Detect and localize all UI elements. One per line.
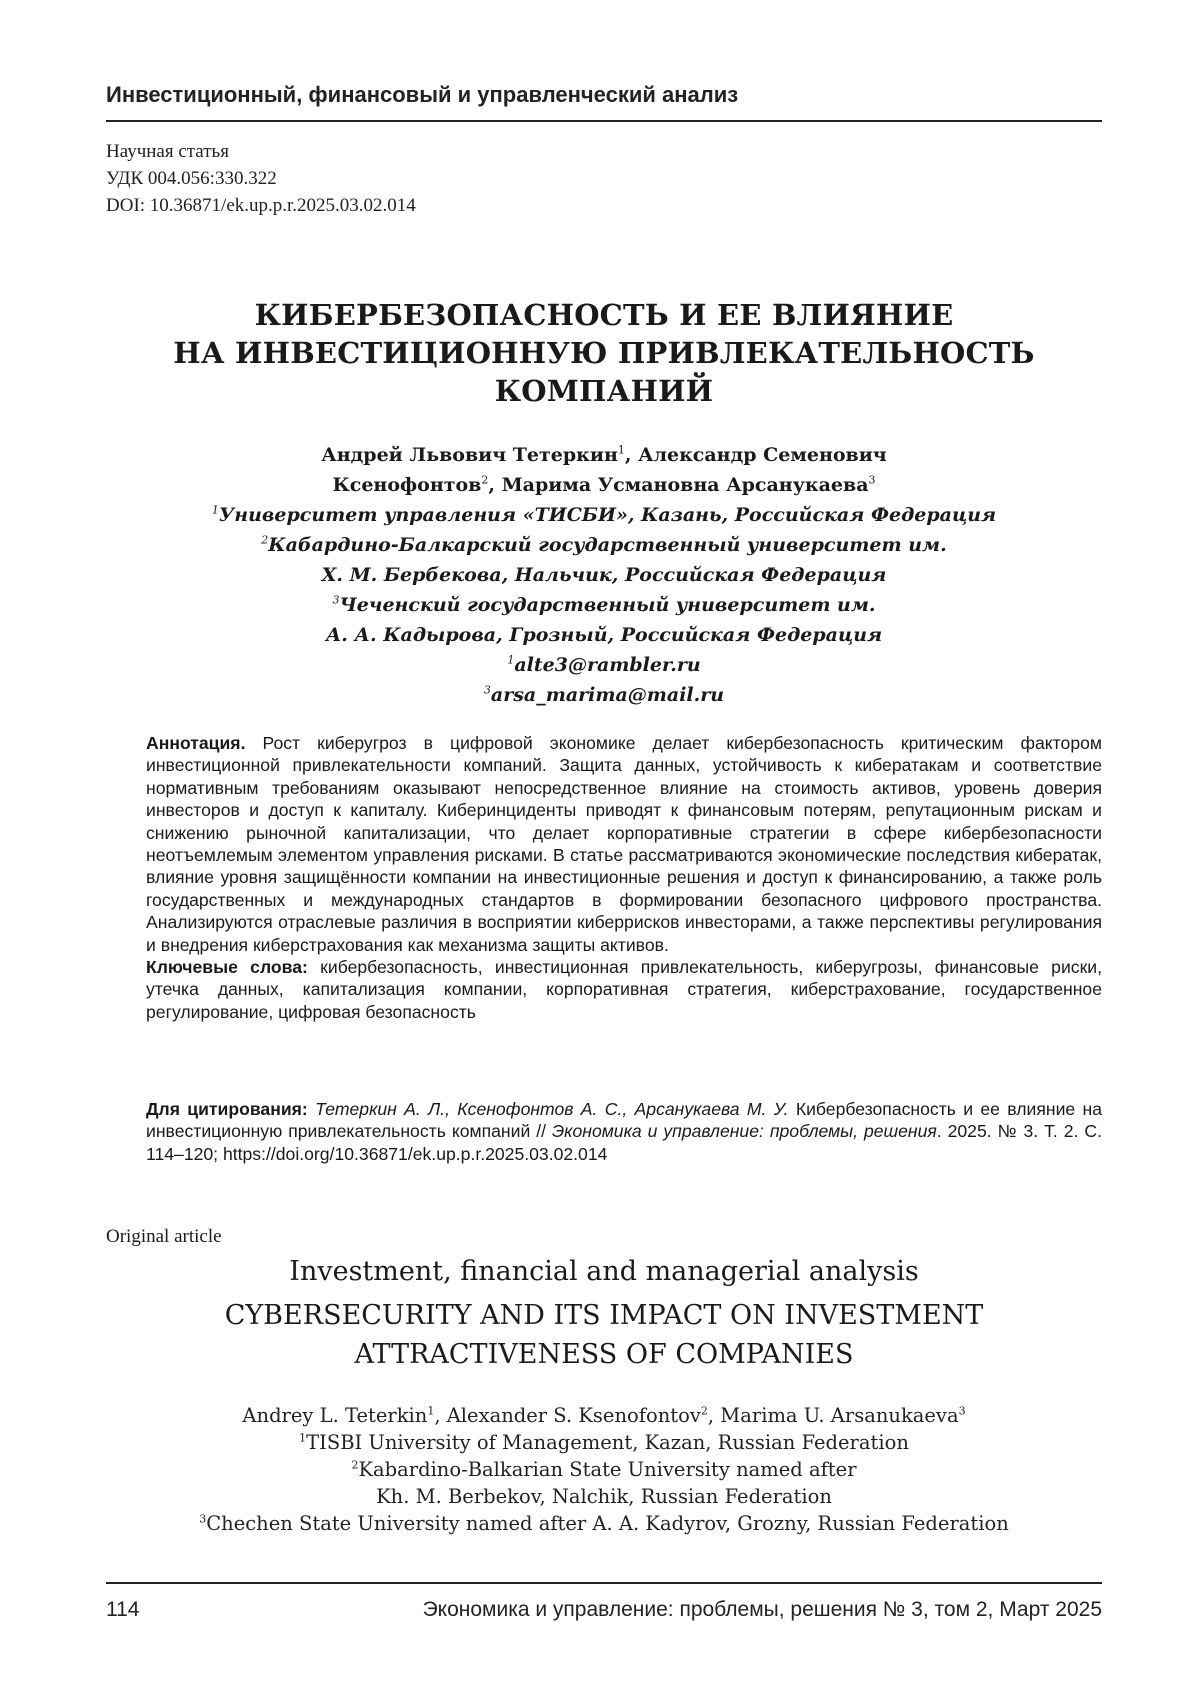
keywords-text: кибербезопасность, инвестиционная привлекательность, киберугрозы, финансовые риски, утечка данных, капитализация компании, корпоративная стратегия, киберстрахование, государственное регулирование, цифровая безопасность bbox=[146, 957, 1102, 1022]
citation bbox=[146, 1098, 1102, 1165]
running-head: Инвестиционный, финансовый и управленческий анализ bbox=[106, 82, 738, 108]
author-name-en: , Alexander S. Ksenofontov bbox=[434, 1404, 701, 1427]
title-en-line: CYBERSECURITY AND ITS IMPACT ON INVESTMENT bbox=[106, 1296, 1102, 1335]
rubric-en: Investment, financial and managerial analysis bbox=[106, 1254, 1102, 1290]
title-en-line: ATTRACTIVENESS OF COMPANIES bbox=[106, 1335, 1102, 1374]
author-name: Андрей Львович Тетеркин bbox=[321, 444, 618, 466]
header-rule bbox=[106, 120, 1102, 122]
keywords-label: Ключевые слова: bbox=[146, 957, 308, 977]
abstract bbox=[146, 732, 1102, 1023]
authors-ru: Андрей Львович Тетеркин1, Александр Семенович Ксенофонтов2, Марима Усмановна Арсанукаева3 1Университет управления «ТИСБИ», Казань, Российская Федерация 2Кабардино-Балкарский государственный университет им. Х. М. Бербекова, Нальчик, Российская Федерация 3Чеченский государственный университет им. А. А. Кадырова, Грозный, Российская Федерация 1alte3@rambler.ru 3arsa_marima@mail.ru bbox=[106, 440, 1102, 710]
article-type: Научная статья bbox=[106, 138, 416, 165]
abstract-label: Аннотация. bbox=[146, 733, 245, 753]
article-meta bbox=[106, 138, 416, 219]
citation-journal: Экономика и управление: проблемы, решения bbox=[552, 1121, 937, 1141]
doi: DOI: 10.36871/ek.up.p.r.2025.03.02.014 bbox=[106, 192, 416, 219]
footer-rule bbox=[106, 1582, 1102, 1584]
email-link[interactable]: arsa_marima@mail.ru bbox=[491, 684, 724, 706]
affiliation: Кабардино-Балкарский государственный университет им. bbox=[268, 534, 946, 556]
author-name: Ксенофонтов bbox=[332, 474, 481, 496]
title-ru-line: КИБЕРБЕЗОПАСНОСТЬ И ЕЕ ВЛИЯНИЕ bbox=[106, 296, 1102, 334]
author-name-en: , Marima U. Arsanukaeva bbox=[708, 1404, 959, 1427]
email-link[interactable]: alte3@rambler.ru bbox=[514, 654, 700, 676]
affiliation-en: Kabardino-Balkarian State University named after bbox=[358, 1458, 856, 1481]
authors-en: Andrey L. Teterkin1, Alexander S. Ksenofontov2, Marima U. Arsanukaeva3 1TISBI University of Management, Kazan, Russian Federation 2Kabardino-Balkarian State University named after Kh. M. Berbekov, Nalchik, Russian Federation 3Chechen State University named after A. A. Kadyrov, Grozny, Russian Federation bbox=[106, 1402, 1102, 1537]
page-number: 114 bbox=[106, 1598, 139, 1622]
citation-label: Для цитирования: bbox=[146, 1099, 308, 1119]
citation-rest: . 2025. № 3. Т. 2. С. 114–120; https://doi.org/10.36871/ek.up.p.r.2025.03.02.014 bbox=[146, 1121, 1102, 1163]
affiliation-en: Kh. M. Berbekov, Nalchik, Russian Federation bbox=[376, 1485, 832, 1508]
affiliation: Чеченский государственный университет им. bbox=[339, 594, 875, 616]
title-ru-line: КОМПАНИЙ bbox=[106, 372, 1102, 410]
affiliation: А. А. Кадырова, Грозный, Российская Федерация bbox=[326, 624, 882, 646]
udk: УДК 004.056:330.322 bbox=[106, 165, 416, 192]
abstract-text: Рост киберугроз в цифровой экономике делает кибербезопасность критическим фактором инвестиционной привлекательности компаний. Защита данных, устойчивость к кибератакам и соответствие нормативным требованиям оказывают непосредственное влияние на стоимость активов, уровень доверия инвесторов и доступ к капиталу. Киберинциденты приводят к финансовым потерям, репутационным рискам и снижению рыночной капитализации, что делает корпоративные стратегии в сфере кибербезопасности неотъемлемым элементом управления рисками. В статье рассматриваются экономические последствия кибератак, влияние уровня защищённости компании на инвестиционные решения и доступ к финансированию, а также роль государственных и международных стандартов в формировании безопасного цифрового пространства. Анализируются отраслевые различия в восприятии киберрисков инвесторами, а также перспективы регулирования и внедрения киберстрахования как механизма защиты активов. bbox=[146, 733, 1102, 955]
article-page bbox=[106, 0, 1102, 1698]
affiliation-en: TISBI University of Management, Kazan, Russian Federation bbox=[306, 1431, 909, 1454]
journal-issue: Экономика и управление: проблемы, решения № 3, том 2, Март 2025 bbox=[423, 1598, 1102, 1622]
title-ru bbox=[106, 296, 1102, 410]
affiliation-en: Chechen State University named after A. A. Kadyrov, Grozny, Russian Federation bbox=[206, 1512, 1009, 1535]
author-name: , Александр Семенович bbox=[625, 444, 887, 466]
original-article-label: Original article bbox=[106, 1226, 222, 1248]
author-name-en: Andrey L. Teterkin bbox=[242, 1404, 427, 1427]
author-name: , Марима Усмановна Арсанукаева bbox=[488, 474, 868, 496]
affiliation: Университет управления «ТИСБИ», Казань, Российская Федерация bbox=[219, 504, 996, 526]
title-ru-line: НА ИНВЕСТИЦИОННУЮ ПРИВЛЕКАТЕЛЬНОСТЬ bbox=[106, 334, 1102, 372]
citation-authors: Тетеркин А. Л., Ксенофонтов А. С., Арсанукаева М. У. bbox=[308, 1099, 789, 1119]
citation-title: Кибербезопасность и ее влияние на инвестиционную привлекательность компаний // bbox=[146, 1099, 1102, 1141]
title-en bbox=[106, 1296, 1102, 1374]
affiliation: Х. М. Бербекова, Нальчик, Российская Федерация bbox=[322, 564, 887, 586]
